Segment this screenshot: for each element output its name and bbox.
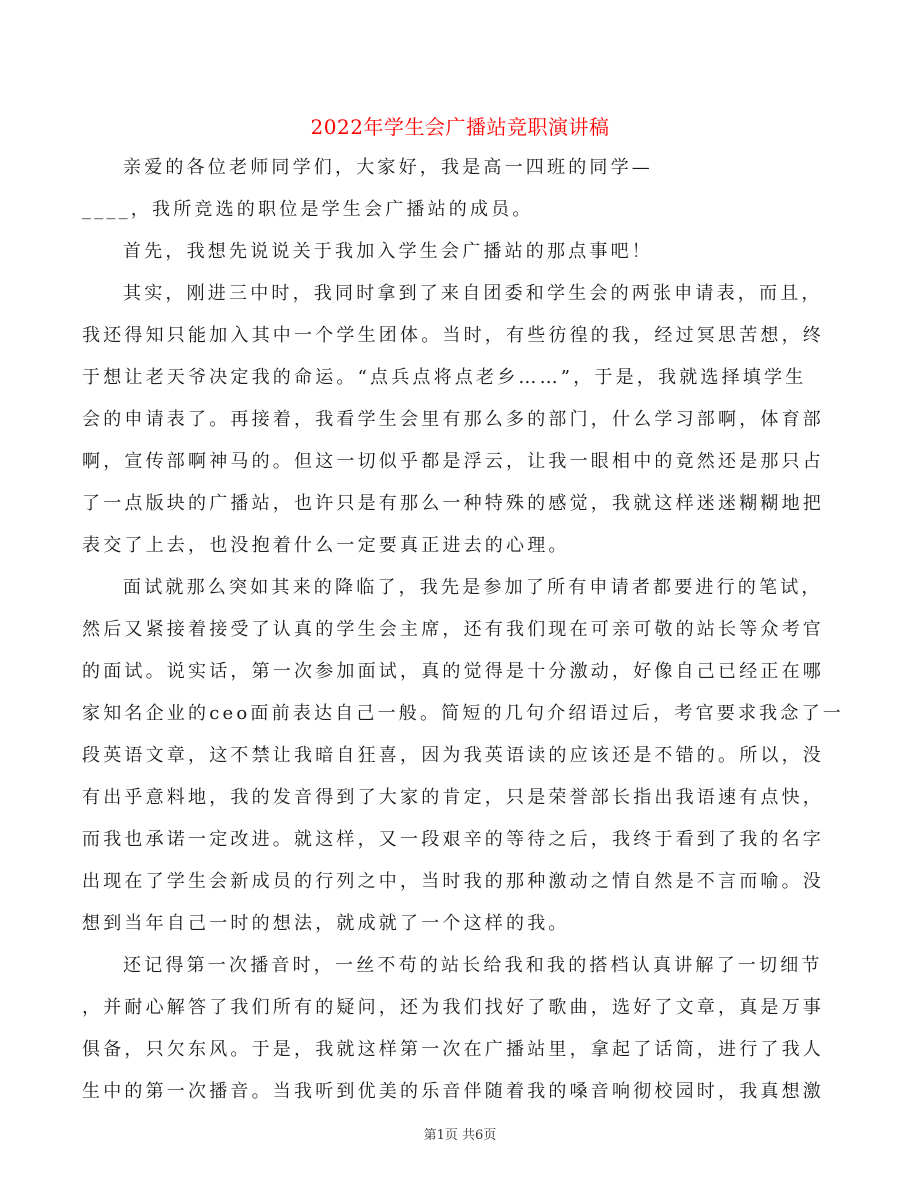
text-line: 还记得第一次播音时，一丝不苟的站长给我和我的搭档认真讲解了一切细节 bbox=[123, 955, 823, 976]
text-line: 然后又紧接着接受了认真的学生会主席，还有我们现在可亲可敬的站长等众考官 bbox=[82, 619, 824, 640]
page-number: 第1页 共6页 bbox=[423, 1128, 497, 1143]
text-line: 会的申请表了。再接着，我看学生会里有那么多的部门，什么学习部啊，体育部 bbox=[82, 409, 824, 430]
text-line: 俱备，只欠东风。于是，我就这样第一次在广播站里，拿起了话筒，进行了我人 bbox=[82, 1039, 824, 1060]
document-body bbox=[82, 152, 842, 1118]
text-line: 家知名企业的ceo面前表达自己一般。简短的几句介绍语过后，考官要求我念了一 bbox=[82, 703, 844, 724]
text-line: 出现在了学生会新成员的行列之中，当时我的那种激动之情自然是不言而喻。没 bbox=[82, 871, 824, 892]
text-line: ，并耐心解答了我们所有的疑问，还为我们找好了歌曲，选好了文章，真是万事 bbox=[82, 997, 824, 1018]
text-line: 段英语文章，这不禁让我暗自狂喜，因为我英语读的应该还是不错的。所以，没 bbox=[82, 745, 824, 766]
text-line: 亲爱的各位老师同学们，大家好，我是高一四班的同学— bbox=[123, 157, 653, 178]
text-line: 其实，刚进三中时，我同时拿到了来自团委和学生会的两张申请表，而且， bbox=[123, 283, 823, 304]
text-line: 想到当年自己一时的想法，就成就了一个这样的我。 bbox=[82, 913, 570, 934]
text-line: 我还得知只能加入其中一个学生团体。当时，有些彷徨的我，经过冥思苦想，终 bbox=[82, 325, 824, 346]
text-line: 了一点版块的广播站，也许只是有那么一种特殊的感觉，我就这样迷迷糊糊地把 bbox=[82, 493, 824, 514]
text-line: 而我也承诺一定改进。就这样，又一段艰辛的等待之后，我终于看到了我的名字 bbox=[82, 829, 824, 850]
text-line: 首先，我想先说说关于我加入学生会广播站的那点事吧！ bbox=[123, 241, 653, 262]
text-line: ____，我所竞选的职位是学生会广播站的成员。 bbox=[82, 199, 534, 220]
document-title: 2022年学生会广播站竞职演讲稿 bbox=[310, 115, 610, 139]
text-line: 有出乎意料地，我的发音得到了大家的肯定，只是荣誉部长指出我语速有点快， bbox=[82, 787, 824, 808]
text-line: 面试就那么突如其来的降临了，我先是参加了所有申请者都要进行的笔试， bbox=[123, 577, 823, 598]
text-line: 生中的第一次播音。当我听到优美的乐音伴随着我的嗓音响彻校园时，我真想激 bbox=[82, 1081, 824, 1102]
text-line: 的面试。说实话，第一次参加面试，真的觉得是十分激动，好像自己已经正在哪 bbox=[82, 661, 824, 682]
text-line: 啊，宣传部啊神马的。但这一切似乎都是浮云，让我一眼相中的竟然还是那只占 bbox=[82, 451, 824, 472]
text-line: 表交了上去，也没抱着什么一定要真正进去的心理。 bbox=[82, 535, 570, 556]
text-line: 于想让老天爷决定我的命运。“点兵点将点老乡……”，于是，我就选择填学生 bbox=[82, 367, 807, 388]
